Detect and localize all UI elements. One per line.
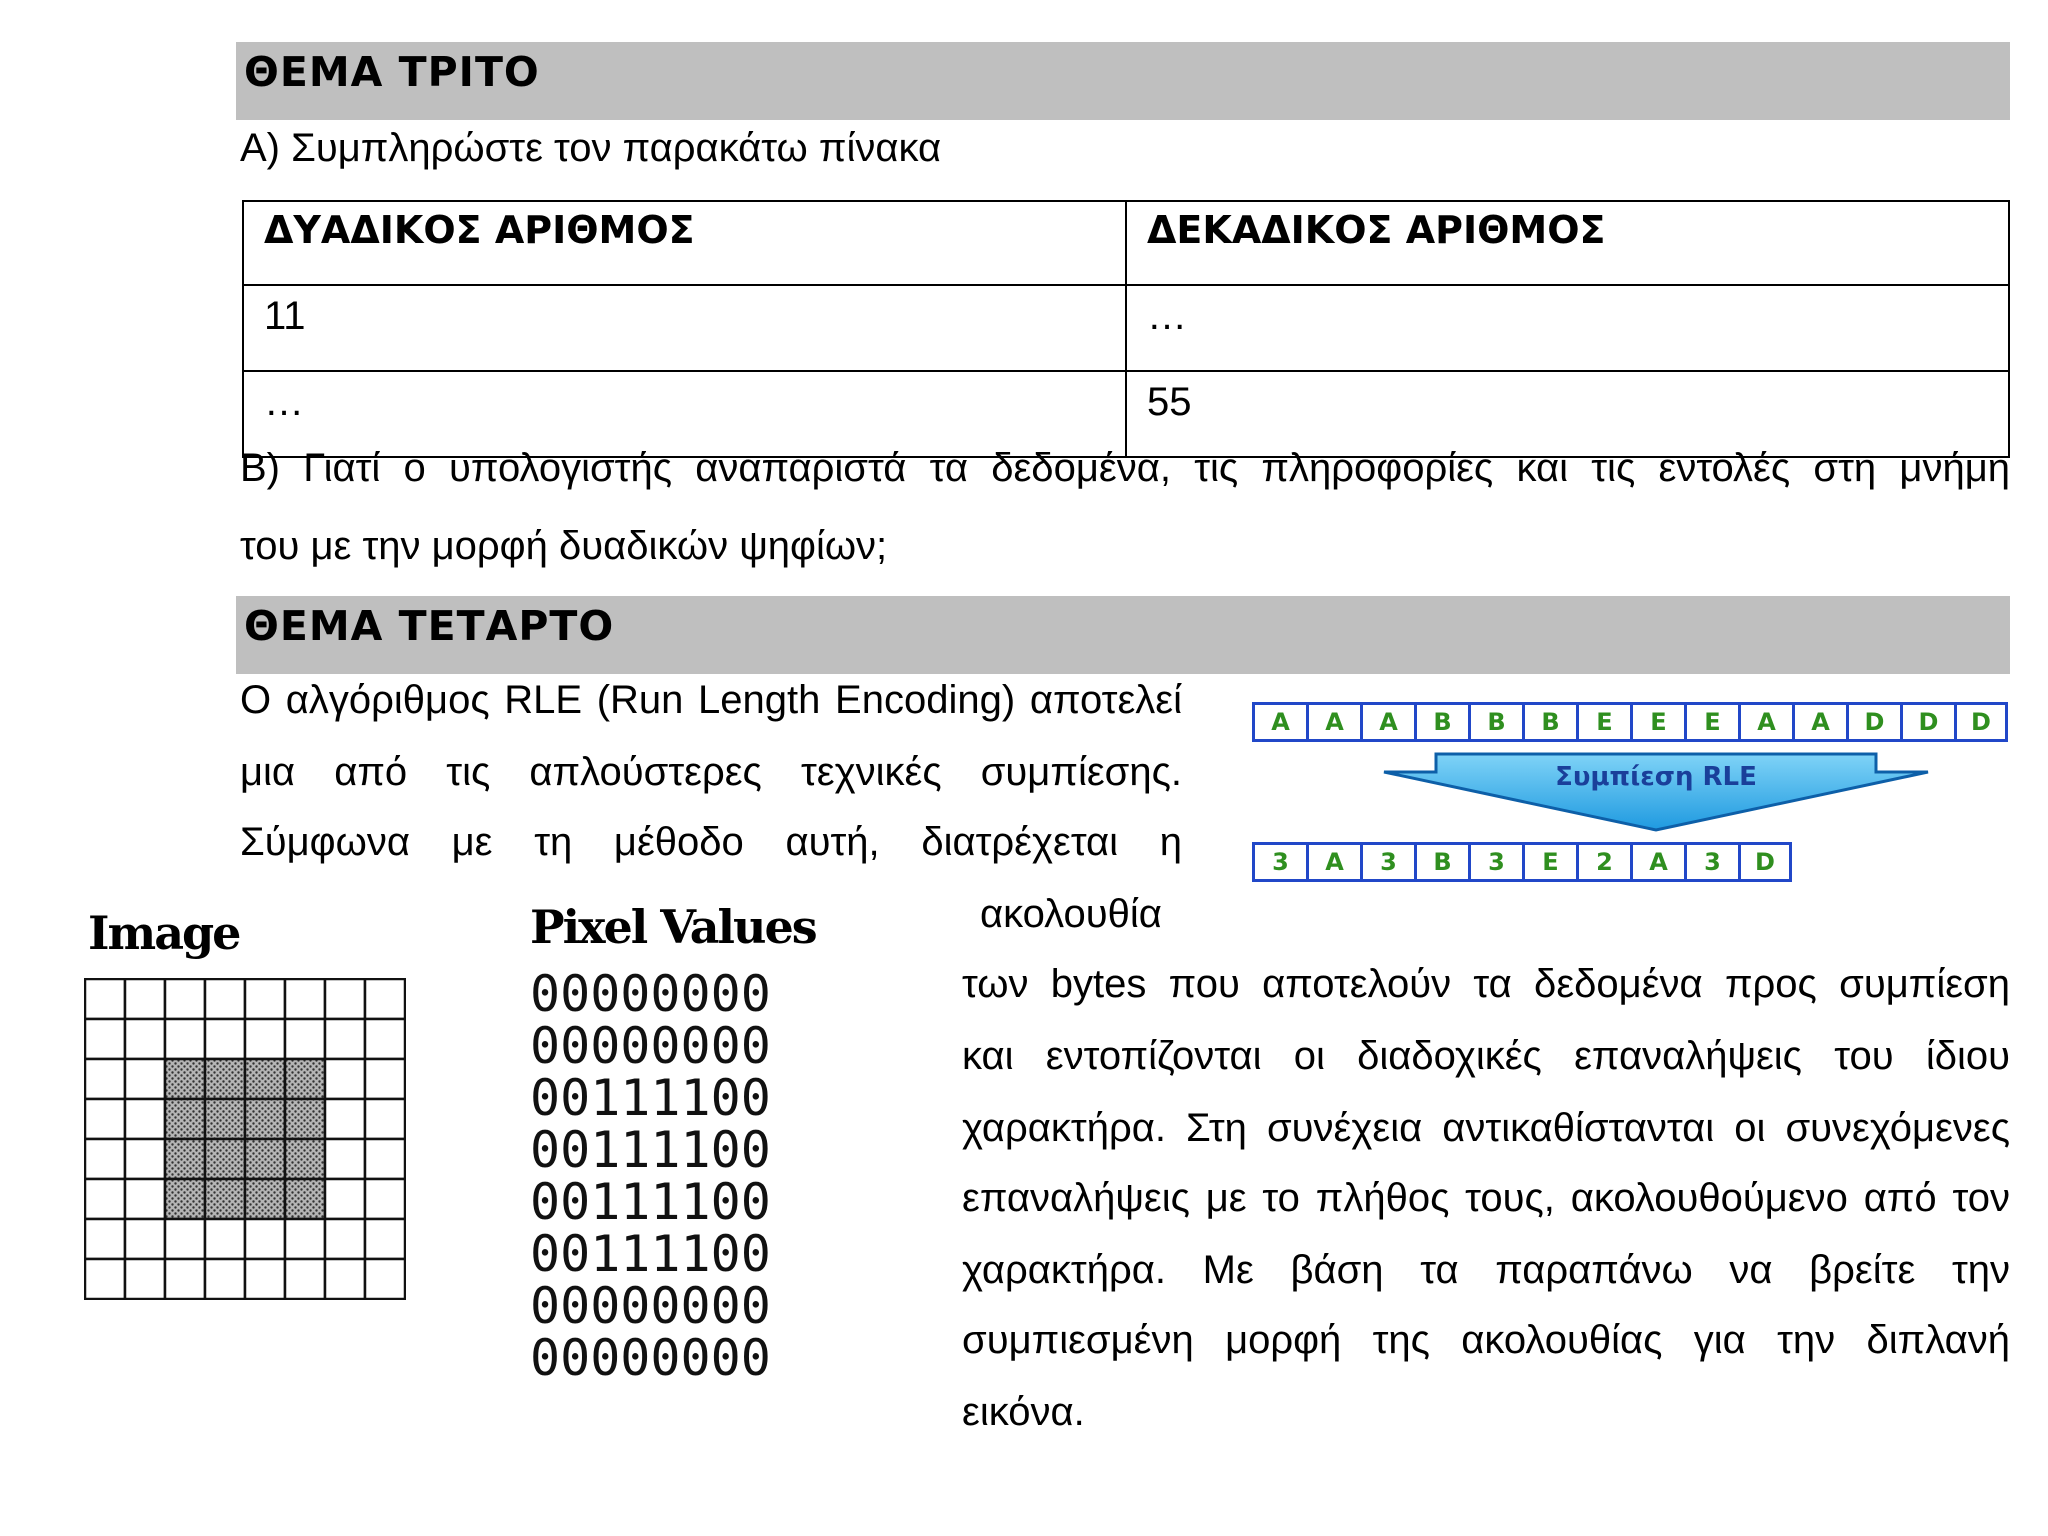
grid-cell (165, 1219, 205, 1259)
part-b-line-2: του με την μορφή δυαδικών ψηφίων; (240, 524, 888, 568)
rle-input-cell: E (1630, 702, 1684, 742)
rle-input-sequence (1252, 702, 2008, 742)
rle-text-line-10: συμπιεσμένη μορφή της ακολουθίας για την διπλανή (962, 1318, 2010, 1362)
table-row (243, 285, 2009, 371)
pixel-row: 00000000 (530, 1277, 771, 1335)
grid-cell-shaded (245, 1179, 285, 1219)
grid-cell (365, 1219, 405, 1259)
table-row (243, 371, 2009, 457)
header-binary: ΔΥΑΔΙΚΟΣ ΑΡΙΘΜΟΣ (243, 201, 1126, 285)
rle-output-cell: 3 (1360, 842, 1414, 882)
grid-cell-shaded (165, 1139, 205, 1179)
grid-cell (85, 1139, 125, 1179)
grid-cell-shaded (165, 1099, 205, 1139)
grid-cell (325, 979, 365, 1019)
grid-cell (85, 1219, 125, 1259)
grid-cell (165, 1259, 205, 1299)
grid-cell-shaded (165, 1059, 205, 1099)
rle-output-cell: A (1306, 842, 1360, 882)
rle-text-line-9: χαρακτήρα. Με βάση τα παραπάνω να βρείτε την (962, 1248, 2010, 1292)
grid-cell (365, 1179, 405, 1219)
image-grid (84, 978, 406, 1300)
binary-decimal-table (242, 200, 2010, 458)
pixel-row: 00000000 (530, 1329, 771, 1387)
rle-output-cell: 3 (1468, 842, 1522, 882)
grid-cell (325, 1179, 365, 1219)
grid-cell (205, 1219, 245, 1259)
grid-cell (85, 1179, 125, 1219)
rle-output-cell: D (1738, 842, 1792, 882)
rle-output-cell: 3 (1684, 842, 1738, 882)
rle-input-cell: A (1738, 702, 1792, 742)
rle-input-cell: A (1360, 702, 1414, 742)
rle-input-cell: E (1576, 702, 1630, 742)
grid-cell (125, 1059, 165, 1099)
table-cell: … (243, 371, 1126, 457)
grid-cell-shaded (285, 1179, 325, 1219)
grid-cell (125, 1259, 165, 1299)
rle-input-cell: D (1846, 702, 1900, 742)
pixel-figure-title: Pixel Values (530, 900, 816, 954)
grid-cell (165, 1019, 205, 1059)
grid-cell (205, 979, 245, 1019)
grid-cell (85, 1059, 125, 1099)
grid-cell-shaded (165, 1179, 205, 1219)
table-cell: 11 (243, 285, 1126, 371)
rle-output-cell: 2 (1576, 842, 1630, 882)
rle-input-cell: B (1468, 702, 1522, 742)
grid-cell (85, 1259, 125, 1299)
grid-cell-shaded (285, 1099, 325, 1139)
grid-cell-shaded (205, 1099, 245, 1139)
arrow-label: Συμπίεση RLE (1555, 762, 1757, 792)
grid-cell (245, 979, 285, 1019)
grid-cell (285, 979, 325, 1019)
table-cell: 55 (1126, 371, 2009, 457)
grid-cell (85, 1019, 125, 1059)
grid-cell (365, 1099, 405, 1139)
rle-input-cell: B (1414, 702, 1468, 742)
grid-cell (125, 1019, 165, 1059)
grid-cell (125, 1099, 165, 1139)
rle-text-line-7: χαρακτήρα. Στη συνέχεια αντικαθίστανται οι συνεχόμενες (962, 1106, 2010, 1150)
section-3-title: ΘΕΜΑ ΤΡΙΤΟ (244, 48, 540, 96)
grid-cell (85, 1099, 125, 1139)
table-cell: … (1126, 285, 2009, 371)
rle-input-cell: A (1306, 702, 1360, 742)
part-b-line-1: Β) Γιατί ο υπολογιστής αναπαριστά τα δεδομένα, τις πληροφορίες και τις εντολές στη μνήμη (240, 446, 2010, 490)
grid-cell (165, 979, 205, 1019)
rle-output-cell: B (1414, 842, 1468, 882)
rle-input-cell: E (1684, 702, 1738, 742)
grid-cell-shaded (205, 1059, 245, 1099)
grid-cell (125, 1139, 165, 1179)
grid-cell (125, 1179, 165, 1219)
grid-cell (325, 1099, 365, 1139)
rle-text-line-11: εικόνα. (962, 1390, 1085, 1434)
rle-text-line-4: ακολουθία (980, 892, 1162, 936)
grid-cell-shaded (245, 1099, 285, 1139)
grid-cell-shaded (245, 1059, 285, 1099)
rle-input-cell: A (1792, 702, 1846, 742)
pixel-row: 00111100 (530, 1173, 771, 1231)
rle-input-cell: D (1900, 702, 1954, 742)
grid-cell (125, 1219, 165, 1259)
rle-input-cell: B (1522, 702, 1576, 742)
image-figure-title: Image (88, 906, 240, 960)
rle-text-line-8: επαναλήψεις με το πλήθος τους, ακολουθούμενο από τον (962, 1176, 2010, 1220)
section-4-title: ΘΕΜΑ ΤΕΤΑΡΤΟ (244, 602, 615, 650)
grid-cell (365, 1019, 405, 1059)
grid-cell (245, 1019, 285, 1059)
grid-cell (245, 1219, 285, 1259)
grid-cell (285, 1019, 325, 1059)
rle-output-sequence (1252, 842, 1792, 882)
rle-output-cell: E (1522, 842, 1576, 882)
rle-text-line-3: Σύμφωνα με τη μέθοδο αυτή, διατρέχεται η (240, 820, 1182, 864)
rle-text-line-6: και εντοπίζονται οι διαδοχικές επαναλήψεις του ίδιου (962, 1034, 2010, 1078)
grid-cell (365, 979, 405, 1019)
grid-cell (325, 1219, 365, 1259)
grid-cell (205, 1259, 245, 1299)
table-header-row (243, 201, 2009, 285)
header-decimal: ΔΕΚΑΔΙΚΟΣ ΑΡΙΘΜΟΣ (1126, 201, 2009, 285)
rle-output-cell: A (1630, 842, 1684, 882)
rle-text-line-2: μια από τις απλούστερες τεχνικές συμπίεσης. (240, 750, 1182, 794)
rle-input-cell: A (1252, 702, 1306, 742)
grid-cell-shaded (285, 1059, 325, 1099)
part-a-instruction: Α) Συμπληρώστε τον παρακάτω πίνακα (240, 126, 942, 170)
pixel-row: 00000000 (530, 1017, 771, 1075)
rle-input-cell: D (1954, 702, 2008, 742)
grid-cell (245, 1259, 285, 1299)
grid-cell (325, 1059, 365, 1099)
grid-cell (365, 1059, 405, 1099)
grid-cell (325, 1259, 365, 1299)
grid-cell (325, 1139, 365, 1179)
pixel-row: 00111100 (530, 1225, 771, 1283)
grid-cell (125, 979, 165, 1019)
grid-cell (325, 1019, 365, 1059)
grid-cell (285, 1219, 325, 1259)
grid-cell-shaded (245, 1139, 285, 1179)
rle-output-cell: 3 (1252, 842, 1306, 882)
grid-cell (365, 1259, 405, 1299)
grid-cell (85, 979, 125, 1019)
grid-cell-shaded (205, 1139, 245, 1179)
pixel-row: 00111100 (530, 1069, 771, 1127)
grid-cell (285, 1259, 325, 1299)
grid-cell (365, 1139, 405, 1179)
grid-cell-shaded (285, 1139, 325, 1179)
rle-text-line-5: των bytes που αποτελούν τα δεδομένα προς συμπίεση (962, 962, 2010, 1006)
grid-cell-shaded (205, 1179, 245, 1219)
rle-compression-figure (1246, 694, 2042, 894)
grid-cell (205, 1019, 245, 1059)
pixel-row: 00111100 (530, 1121, 771, 1179)
rle-text-line-1: Ο αλγόριθμος RLE (Run Length Encoding) αποτελεί (240, 678, 1182, 722)
pixel-row: 00000000 (530, 965, 771, 1023)
